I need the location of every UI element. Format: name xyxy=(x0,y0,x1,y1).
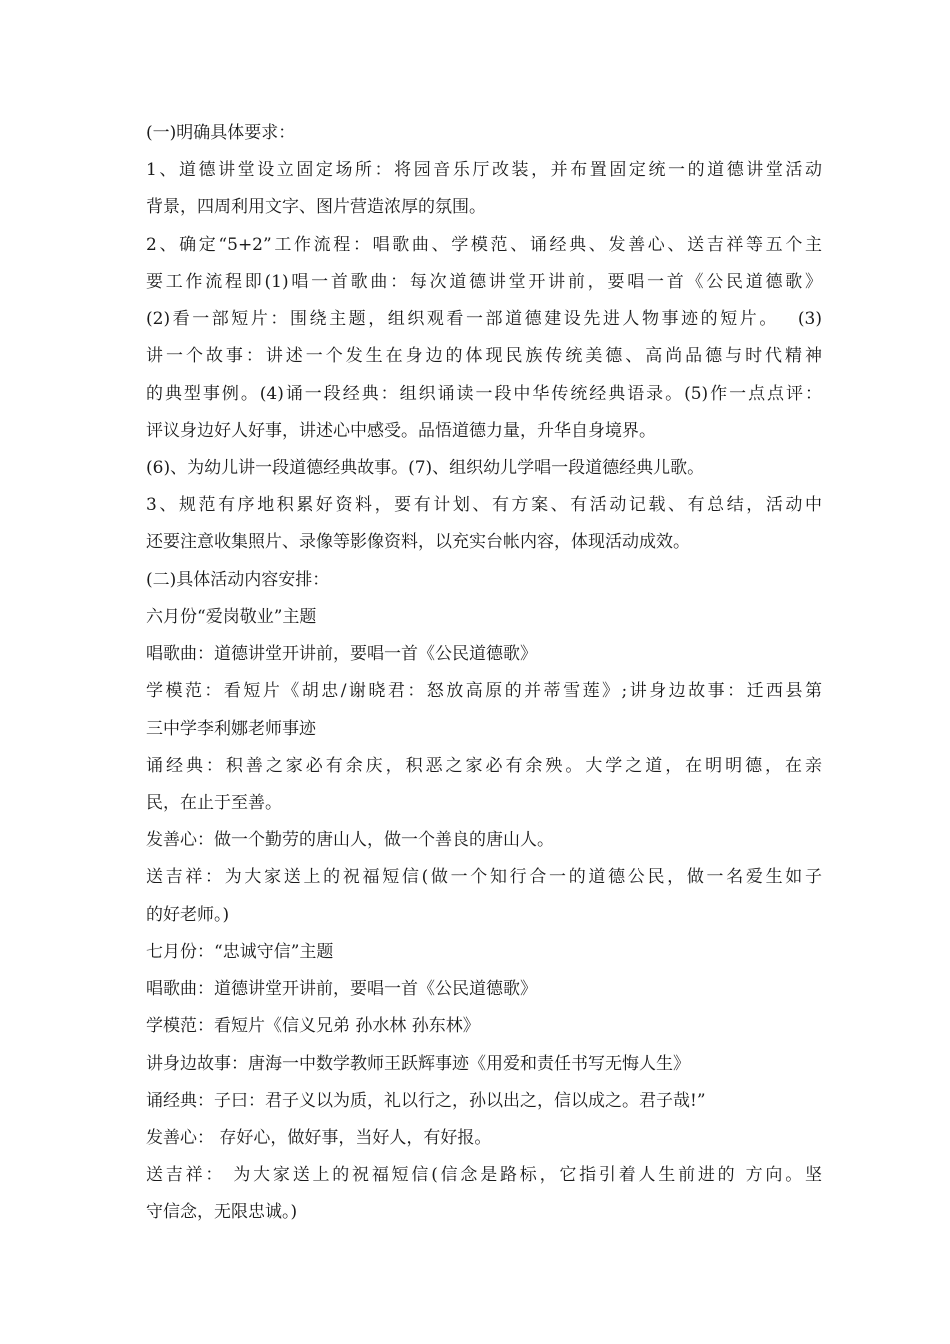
text-line: 送吉祥：为大家送上的祝福短信(做一个知行合一的道德公民，做一名爱生如子 xyxy=(146,867,822,887)
text-line: 3、规范有序地积累好资料，要有计划、有方案、有活动记载、有总结，活动中 xyxy=(146,495,822,515)
text-line: 评议身边好人好事，讲述心中感受。品悟道德力量，升华自身境界。 xyxy=(146,421,656,441)
text-line: (2)看一部短片：围绕主题，组织观看一部道德建设先进人物事迹的短片。 (3) xyxy=(146,309,822,329)
text-line: 发善心： 存好心，做好事，当好人，有好报。 xyxy=(146,1128,492,1148)
text-line: 1、道德讲堂设立固定场所：将园音乐厅改装，并布置固定统一的道德讲堂活动 xyxy=(146,160,822,180)
text-line: 唱歌曲：道德讲堂开讲前，要唱一首《公民道德歌》 xyxy=(146,644,537,664)
text-line: 守信念，无限忠诚。) xyxy=(146,1202,298,1222)
text-line: 诵经典：子曰：君子义以为质，礼以行之，孙以出之，信以成之。君子哉!” xyxy=(146,1091,706,1111)
text-line: 七月份：“忠诚守信”主题 xyxy=(146,942,334,962)
text-line: 发善心：做一个勤劳的唐山人，做一个善良的唐山人。 xyxy=(146,830,554,850)
text-line: 还要注意收集照片、录像等影像资料，以充实台帐内容，体现活动成效。 xyxy=(146,532,690,552)
text-line: 背景，四周利用文字、图片营造浓厚的氛围。 xyxy=(146,197,486,217)
text-line: 学模范：看短片《胡忠/谢晓君：怒放高原的并蒂雪莲》;讲身边故事：迁西县第 xyxy=(146,681,822,701)
text-line: 要工作流程即(1)唱一首歌曲：每次道德讲堂开讲前，要唱一首《公民道德歌》 xyxy=(146,272,822,292)
text-line: 的好老师。) xyxy=(146,905,230,925)
text-line: 讲身边故事：唐海一中数学教师王跃辉事迹《用爱和责任书写无悔人生》 xyxy=(146,1054,690,1074)
text-line: (6)、为幼儿讲一段道德经典故事。(7)、组织幼儿学唱一段道德经典儿歌。 xyxy=(146,458,705,478)
text-line: 六月份“爱岗敬业”主题 xyxy=(146,607,317,627)
text-line: 讲一个故事：讲述一个发生在身边的体现民族传统美德、高尚品德与时代精神 xyxy=(146,346,822,366)
text-line: 学模范：看短片《信义兄弟 孙水林 孙东林》 xyxy=(146,1016,480,1036)
text-line: (二)具体活动内容安排： xyxy=(146,570,330,590)
text-line: 送吉祥： 为大家送上的祝福短信(信念是路标，它指引着人生前进的 方向。坚 xyxy=(146,1165,822,1185)
text-line: (一)明确具体要求： xyxy=(146,123,296,143)
text-line: 诵经典：积善之家必有余庆，积恶之家必有余殃。大学之道，在明明德，在亲 xyxy=(146,756,822,776)
text-line: 唱歌曲：道德讲堂开讲前，要唱一首《公民道德歌》 xyxy=(146,979,537,999)
text-line: 2、确定“5+2”工作流程：唱歌曲、学模范、诵经典、发善心、送吉祥等五个主 xyxy=(146,235,822,255)
text-line: 的典型事例。(4)诵一段经典：组织诵读一段中华传统经典语录。(5)作一点点评： xyxy=(146,384,822,404)
text-line: 三中学李利娜老师事迹 xyxy=(146,719,316,739)
text-line: 民，在止于至善。 xyxy=(146,793,282,813)
